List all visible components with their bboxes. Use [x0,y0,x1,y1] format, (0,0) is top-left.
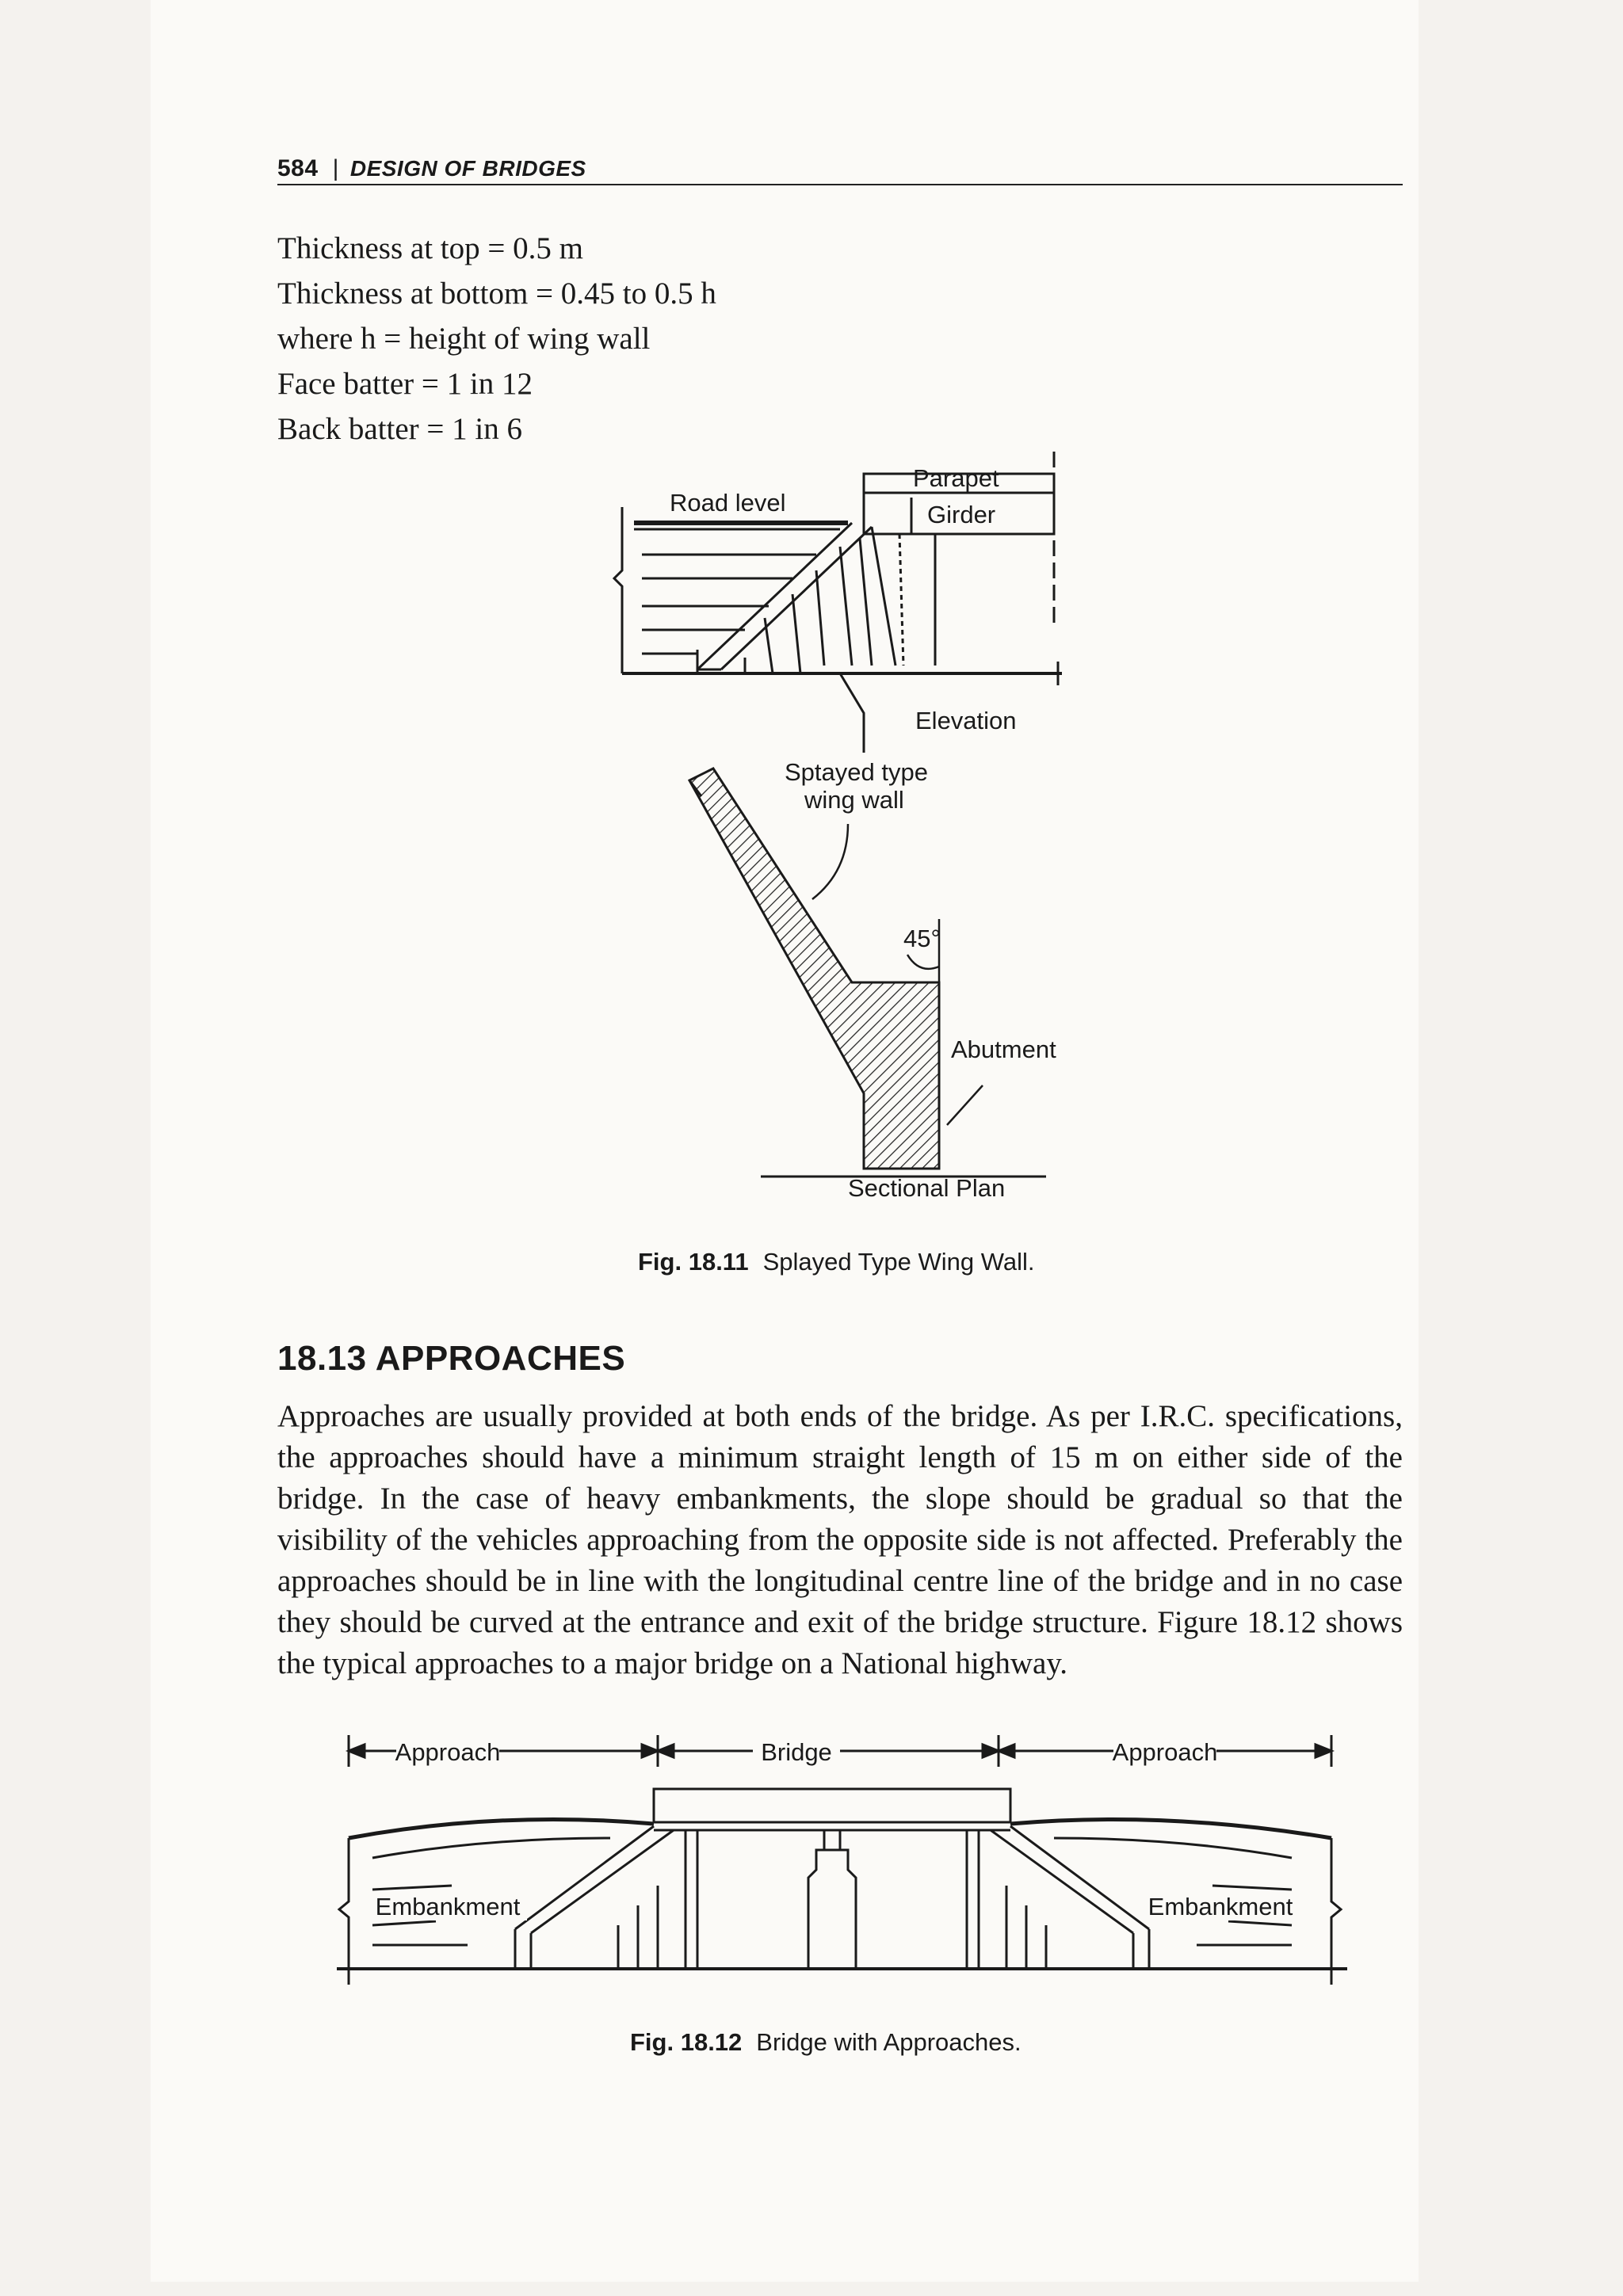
section-paragraph: Approaches are usually provided at both ends of the bridge. As per I.R.C. specifications, the approaches should have a minimum straight length of 15 m on either side of the bridge. In the case of heavy embankments, the slope should be gradual so that the visibility of the vehicles approaching from the opposite side is not affected. Preferably the approaches should be in line with the longitudinal centre line of the bridge and in no case they should be curved at the entrance and exit of the bridge structure. Figure 18.12 shows the typical approaches to a major bridge on a National highway. [277,1399,1403,1680]
fig-18-12-caption [630,2028,1022,2057]
abutment-label: Abutment [951,1035,1056,1063]
section-heading: 18.13 APPROACHES [277,1339,626,1378]
fig-18-12-drawing [325,1719,1371,1989]
angle-label: 45° [903,925,941,952]
parapet-label: Parapet [913,464,999,492]
param-line: Back batter = 1 in 6 [277,412,522,446]
param-line: Thickness at top = 0.5 m [277,231,583,265]
wing-wall-label-line1: Sptayed type [785,758,928,786]
header-rule [277,184,1403,185]
caption-number: Fig. 18.12 [630,2028,743,2056]
caption-number: Fig. 18.11 [638,1248,749,1276]
girder-label: Girder [927,501,996,528]
param-line: Thickness at bottom = 0.45 to 0.5 h [277,277,716,311]
bridge-label: Bridge [761,1738,832,1766]
wing-wall-parameters [277,226,716,452]
param-line: Face batter = 1 in 12 [277,367,533,401]
page-number: 584 [277,155,319,181]
wing-wall-label-line2: wing wall [804,786,904,814]
approach-right-label: Approach [1112,1738,1218,1766]
param-line: where h = height of wing wall [277,322,651,356]
fig-18-11-drawing [586,428,1094,1236]
sectional-plan-view [689,769,1046,1177]
approach-left-label: Approach [395,1738,501,1766]
caption-text: Splayed Type Wing Wall. [762,1248,1035,1276]
page-header [277,155,586,182]
embankment-left-label: Embankment [375,1893,521,1920]
sectional-plan-label: Sectional Plan [848,1174,1006,1202]
fig-18-11-caption [638,1248,1034,1276]
header-separator: | [332,155,339,181]
book-title: DESIGN OF BRIDGES [349,156,586,181]
elevation-label: Elevation [915,707,1017,734]
road-level-label: Road level [670,489,786,517]
caption-text: Bridge with Approaches. [756,2028,1022,2056]
embankment-right-label: Embankment [1148,1893,1293,1920]
